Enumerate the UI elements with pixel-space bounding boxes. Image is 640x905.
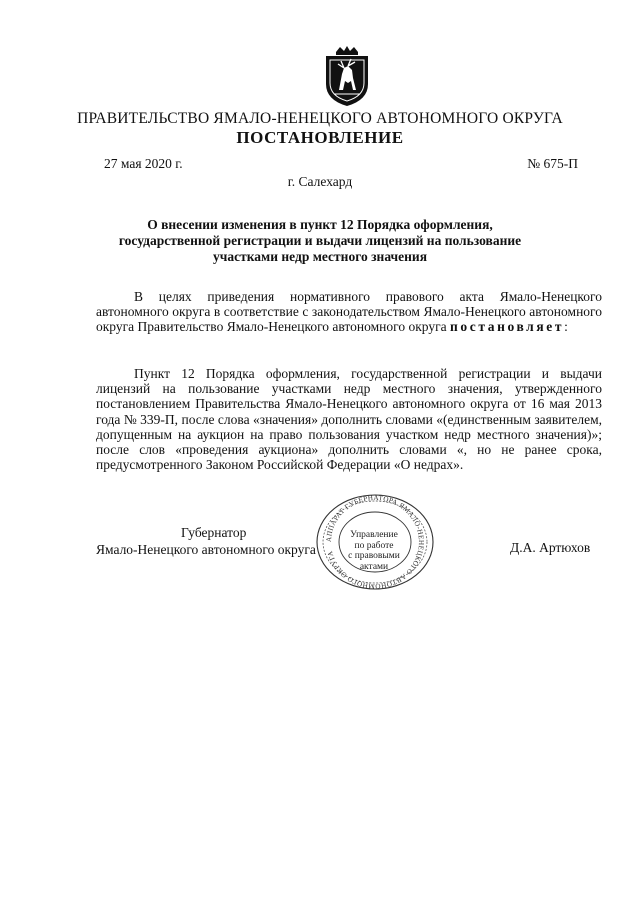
decision-word: постановляет: [450, 319, 565, 335]
stamp-line: Управление: [350, 530, 398, 540]
document-title: [100, 217, 540, 265]
title-line: государственной регистрации и выдачи лицензий на пользование: [118, 233, 522, 248]
document-city: г. Салехард: [287, 174, 353, 189]
position-line: Ямало-Ненецкого автономного округа: [96, 542, 316, 557]
document-type: ПОСТАНОВЛЕНИЕ: [236, 128, 404, 147]
signatory-name: Д.А. Артюхов: [510, 540, 591, 555]
organization-name: ПРАВИТЕЛЬСТВО ЯМАЛО-НЕНЕЦКОГО АВТОНОМНОГО ОКРУГА: [77, 110, 563, 127]
main-paragraph: Пункт 12 Порядка оформления, государственной регистрации и выдачи лицензий на пользование участками недр местного значения, утвержденного постановлением Правительства Ямало-Ненецкого автономного округа от 16 мая 2013 года № 339-П, после слова «значения» дополнить словами «(единственным заявителем, допущенным на аукцион на право пользования участком недр местного значения)»; после слов «проведения аукциона» дополнить словами «, но не ранее срока, предусмотренного Законом Российской Федерации «О недрах».: [96, 366, 602, 473]
stamp-center-text: [338, 530, 410, 572]
title-line: О внесении изменения в пункт 12 Порядка оформления,: [147, 217, 493, 232]
stamp-line: актами: [359, 561, 389, 572]
decision-colon: :: [564, 319, 568, 335]
yamal-coat-of-arms-icon: [322, 46, 372, 108]
preamble-text: В целях приведения нормативного правового акта Ямало-Ненецкого автономного округа в соответствие с законодательством Ямало-Ненецкого автономного округа Правительство Ямало-Ненецкого автономного округа: [96, 289, 602, 335]
preamble-paragraph: [96, 289, 602, 335]
position-line: Губернатор: [181, 525, 247, 540]
document-date: 27 мая 2020 г.: [104, 156, 183, 171]
title-line: участками недр местного значения: [212, 249, 428, 264]
stamp-line: по работе: [354, 540, 394, 551]
stamp-line: с правовыми: [348, 551, 400, 561]
signatory-position: [96, 524, 326, 558]
stamp-ring-text: АППАРАТ ГУБЕРНАТОРА ЯМАЛО-НЕНЕЦКОГО АВТОНОМНОГО ОКРУГА: [324, 493, 426, 591]
document-number: № 675-П: [527, 156, 578, 171]
